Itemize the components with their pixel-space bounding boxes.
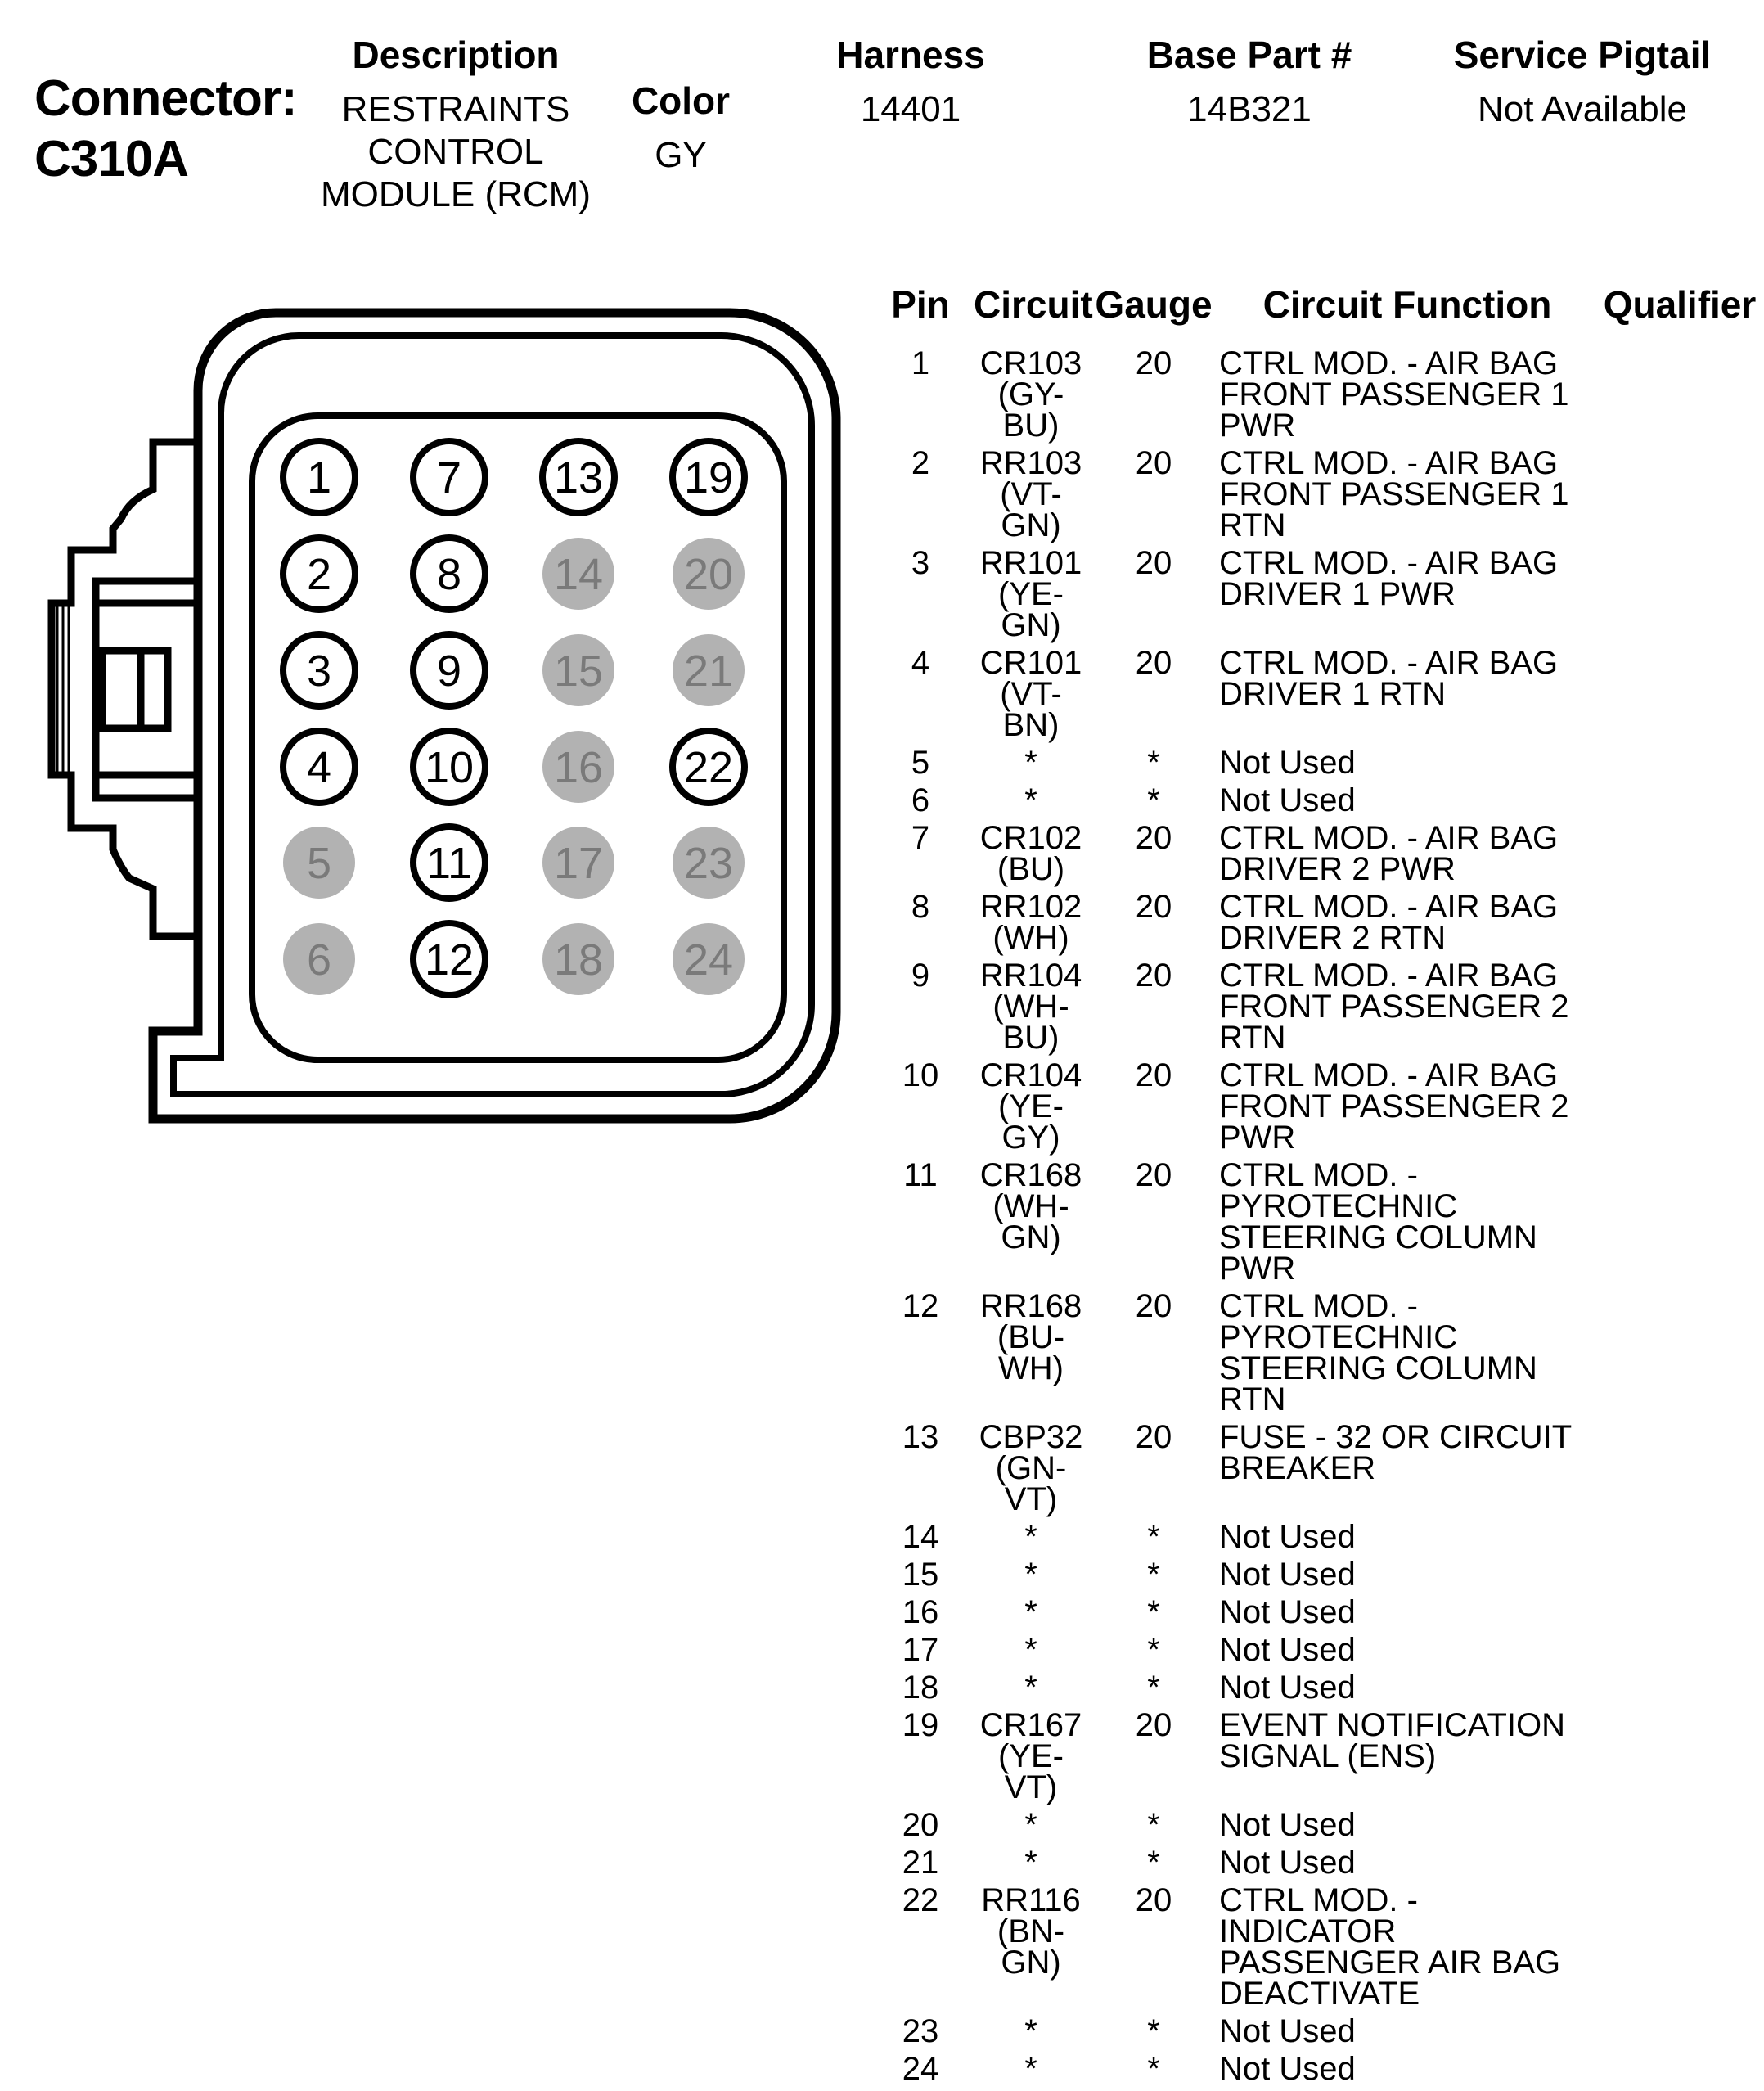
cell-circuit (974, 1557, 1088, 1593)
pin-24 (673, 923, 745, 995)
circuit-line: * (1024, 1670, 1037, 1706)
cell-function (1219, 889, 1595, 956)
circuit-line: * (1024, 1632, 1037, 1668)
cell-circuit (974, 1809, 1088, 1841)
cell-gauge: * (1147, 1632, 1160, 1668)
cell-gauge: * (1147, 1594, 1160, 1630)
field-value: GY (655, 135, 707, 175)
cell-pin: 20 (902, 1807, 939, 1843)
cell-circuit (974, 1707, 1088, 1805)
circuit-line: * (1024, 1557, 1037, 1593)
circuit-line: RR168 (979, 1288, 1082, 1324)
function-line: FRONT PASSENGER 1 PWR (1219, 376, 1569, 444)
header-cell-gauge: Gauge (1095, 283, 1213, 326)
header-cell-pin: Pin (891, 283, 950, 326)
field-label: Service Pigtail (1453, 34, 1712, 76)
field-label: Harness (836, 34, 985, 76)
function-line: Not Used (1219, 1594, 1356, 1630)
function-line: BREAKER (1219, 1450, 1376, 1486)
function-line: Not Used (1219, 782, 1356, 818)
table-row (867, 1157, 1764, 1287)
circuit-line: * (1024, 1807, 1037, 1843)
circuit-line: * (1024, 745, 1037, 781)
cell-qualifier (1595, 1160, 1764, 1284)
function-line: DRIVER 1 PWR (1219, 576, 1456, 612)
cell-qualifier (1595, 1672, 1764, 1703)
cell-pin: 15 (902, 1557, 939, 1593)
cell-gauge: 20 (1135, 345, 1172, 381)
function-line: CTRL MOD. - PYROTECHNIC (1219, 1288, 1458, 1355)
table-row (867, 1519, 1764, 1555)
pin-17 (542, 827, 614, 899)
cell-pin: 16 (902, 1594, 939, 1630)
pin-number: 20 (683, 550, 734, 599)
function-line: CTRL MOD. - AIR BAG (1219, 645, 1559, 681)
cell-circuit (974, 647, 1088, 741)
cell-function (1219, 1057, 1595, 1156)
cell-qualifier (1595, 1521, 1764, 1552)
cell-qualifier (1595, 1559, 1764, 1590)
field-value-line: CONTROL (367, 132, 544, 172)
pin-23 (673, 827, 745, 899)
cell-qualifier (1595, 2016, 1764, 2047)
cell-qualifier (1595, 548, 1764, 641)
cell-qualifier (1595, 1060, 1764, 1153)
cell-circuit (974, 1419, 1088, 1517)
circuit-line: (BU-WH) (997, 1319, 1065, 1386)
table-row (867, 1809, 1764, 1841)
function-line: EVENT NOTIFICATION (1219, 1707, 1565, 1743)
pin-number: 18 (553, 935, 604, 985)
pin-number: 6 (306, 935, 332, 985)
cell-gauge: 20 (1135, 1419, 1172, 1455)
pin-6 (283, 923, 355, 995)
cell-gauge: 20 (1135, 645, 1172, 681)
pin-number: 11 (425, 839, 473, 888)
cell-circuit (974, 1882, 1088, 2009)
cell-pin: 21 (902, 1845, 939, 1881)
circuit-line: * (1024, 1519, 1037, 1555)
function-line: Not Used (1219, 1845, 1356, 1881)
cell-gauge: 20 (1135, 445, 1172, 481)
pin-7 (413, 441, 485, 513)
latch-outline (52, 442, 198, 936)
pin-3 (283, 634, 355, 706)
cell-qualifier (1595, 1597, 1764, 1628)
table-row (867, 745, 1764, 781)
cell-function (1219, 545, 1595, 641)
cell-qualifier (1595, 891, 1764, 953)
cell-circuit (974, 2051, 1088, 2087)
function-line: DEACTIVATE (1219, 1976, 1420, 2012)
pin-4 (283, 731, 355, 803)
cell-function (1219, 1707, 1595, 1803)
table-row (867, 1419, 1764, 1517)
circuit-line: RR102 (979, 889, 1082, 925)
circuit-line: * (1024, 1845, 1037, 1881)
function-line: PASSENGER AIR BAG (1219, 1945, 1561, 1981)
cell-gauge: 20 (1135, 1882, 1172, 1918)
pin-number: 1 (306, 453, 332, 502)
cell-pin: 8 (911, 889, 930, 925)
cell-qualifier (1595, 1710, 1764, 1803)
pin-number: 21 (683, 647, 734, 696)
cell-function (1219, 1632, 1595, 1668)
circuit-line: CR102 (979, 820, 1082, 856)
table-row (867, 545, 1764, 643)
function-line: Not Used (1219, 1807, 1356, 1843)
cell-circuit (974, 1288, 1088, 1415)
table-row (867, 445, 1764, 543)
function-line: Not Used (1219, 745, 1356, 781)
function-line: SIGNAL (ENS) (1219, 1738, 1437, 1774)
cell-pin: 18 (902, 1670, 939, 1706)
pin-21 (673, 634, 745, 706)
cell-qualifier (1595, 448, 1764, 541)
cell-qualifier (1595, 348, 1764, 441)
circuit-line: * (1024, 2013, 1037, 2049)
cell-circuit (974, 345, 1088, 444)
table-row (867, 2013, 1764, 2049)
pin-number: 23 (683, 839, 734, 888)
circuit-line: * (1024, 2051, 1037, 2087)
pin-number: 3 (306, 647, 332, 696)
table-row (867, 647, 1764, 741)
cell-pin: 17 (902, 1632, 939, 1668)
cell-pin: 6 (911, 782, 930, 818)
pin-9 (413, 634, 485, 706)
cell-qualifier (1595, 747, 1764, 778)
cell-gauge: * (1147, 782, 1160, 818)
circuit-line: (VT-BN) (1000, 676, 1062, 743)
circuit-line: * (1024, 1594, 1037, 1630)
cell-pin: 12 (902, 1288, 939, 1324)
cell-gauge: 20 (1135, 820, 1172, 856)
pin-number: 17 (553, 839, 604, 888)
cell-function (1219, 1670, 1595, 1706)
cell-circuit (974, 545, 1088, 643)
cell-circuit (974, 1670, 1088, 1706)
cell-function (1219, 782, 1595, 818)
pinout-table (867, 282, 1764, 2091)
cell-circuit (974, 1845, 1088, 1881)
field-value: Not Available (1477, 89, 1688, 129)
cell-function (1219, 822, 1595, 885)
pin-12 (413, 923, 485, 995)
cell-gauge: * (1147, 1670, 1160, 1706)
pin-16 (542, 731, 614, 803)
cell-gauge: * (1147, 1807, 1160, 1843)
function-line: Not Used (1219, 1519, 1356, 1555)
cell-pin: 11 (903, 1157, 938, 1193)
cell-pin: 22 (902, 1882, 939, 1918)
pin-number: 19 (683, 453, 734, 502)
cell-pin: 9 (911, 958, 930, 994)
cell-function (1219, 1288, 1595, 1417)
cell-circuit (974, 1594, 1088, 1630)
connector-label: Connector: (34, 70, 297, 127)
cell-qualifier (1595, 1885, 1764, 2009)
table-row (867, 2051, 1764, 2087)
cell-function (1219, 1157, 1595, 1287)
table-row (867, 1845, 1764, 1881)
cell-pin: 13 (902, 1419, 939, 1455)
pin-number: 10 (424, 743, 475, 792)
pin-2 (283, 538, 355, 610)
cell-qualifier (1595, 1291, 1764, 1415)
cell-gauge: 20 (1135, 545, 1172, 581)
pin-20 (673, 538, 745, 610)
circuit-line: RR101 (979, 545, 1082, 581)
header-cell-qualifier: Qualifier (1603, 283, 1757, 326)
cell-gauge: 20 (1135, 1288, 1172, 1324)
cell-gauge: * (1147, 1845, 1160, 1881)
cell-function (1219, 1809, 1595, 1841)
function-line: CTRL MOD. - PYROTECHNIC (1219, 1157, 1458, 1224)
cell-function (1219, 2051, 1595, 2087)
cell-function (1219, 958, 1595, 1056)
field-label: Description (352, 34, 560, 76)
function-line: DRIVER 2 PWR (1219, 851, 1456, 887)
table-row (867, 1632, 1764, 1668)
pin-number: 12 (424, 935, 475, 985)
cell-qualifier (1595, 960, 1764, 1053)
pin-number: 5 (306, 839, 332, 888)
cell-gauge: * (1147, 745, 1160, 781)
cell-function (1219, 1519, 1595, 1555)
circuit-line: CR167 (979, 1707, 1082, 1743)
function-line: CTRL MOD. - AIR BAG (1219, 345, 1559, 381)
table-row (867, 958, 1764, 1056)
table-row (867, 782, 1764, 818)
circuit-line: CBP32 (979, 1419, 1083, 1455)
function-line: CTRL MOD. - AIR BAG (1219, 820, 1559, 856)
pin-number: 8 (436, 550, 462, 599)
pin-5 (283, 827, 355, 899)
function-line: Not Used (1219, 1557, 1356, 1593)
cell-gauge: 20 (1135, 1707, 1172, 1743)
function-line: FRONT PASSENGER 2 RTN (1219, 989, 1569, 1056)
header-cell-function: Circuit Function (1262, 283, 1552, 326)
circuit-line: (YE-GY) (998, 1088, 1064, 1156)
cell-gauge: * (1147, 1557, 1160, 1593)
cell-gauge: 20 (1135, 958, 1172, 994)
pin-11 (413, 827, 485, 899)
function-line: Not Used (1219, 2051, 1356, 2087)
cell-pin: 23 (902, 2013, 939, 2049)
cell-gauge: * (1147, 2051, 1160, 2087)
cell-gauge: * (1147, 1519, 1160, 1555)
pin-10 (413, 731, 485, 803)
table-row (867, 1882, 1764, 2012)
pin-number: 7 (436, 453, 462, 502)
function-line: CTRL MOD. - AIR BAG (1219, 958, 1559, 994)
cell-function (1219, 1845, 1595, 1881)
function-line: DRIVER 2 RTN (1219, 920, 1447, 956)
cell-qualifier (1595, 1847, 1764, 1878)
cell-circuit (974, 445, 1088, 543)
cell-pin: 24 (902, 2051, 939, 2087)
circuit-line: (BU) (997, 851, 1065, 887)
function-line: CTRL MOD. - AIR BAG (1219, 445, 1559, 481)
pin-number: 22 (683, 743, 734, 792)
pin-number: 16 (553, 743, 604, 792)
cell-circuit (974, 1632, 1088, 1668)
circuit-line: (YE-GN) (998, 576, 1064, 643)
cell-function (1219, 1557, 1595, 1593)
function-line: CTRL MOD. - AIR BAG (1219, 1057, 1559, 1093)
pin-number: 15 (553, 647, 604, 696)
function-line: CTRL MOD. - AIR BAG (1219, 889, 1559, 925)
cell-qualifier (1595, 822, 1764, 885)
circuit-line: * (1024, 782, 1037, 818)
cell-function (1219, 647, 1595, 741)
function-line: Not Used (1219, 1670, 1356, 1706)
table-body (867, 345, 1764, 2087)
table-row (867, 1707, 1764, 1805)
cell-circuit (974, 782, 1088, 818)
function-line: DRIVER 1 RTN (1219, 676, 1447, 712)
cell-function (1219, 2013, 1595, 2049)
field-value: 14B321 (1187, 89, 1312, 129)
cell-gauge: 20 (1135, 1057, 1172, 1093)
circuit-line: (YE-VT) (998, 1738, 1064, 1805)
cell-pin: 7 (911, 820, 930, 856)
cell-gauge: 20 (1135, 1157, 1172, 1193)
field-value-line: RESTRAINTS (341, 89, 570, 129)
pin-18 (542, 923, 614, 995)
pin-number: 14 (553, 550, 604, 599)
cell-qualifier (1595, 785, 1764, 816)
function-line: CTRL MOD. - AIR BAG (1219, 545, 1559, 581)
cell-function (1219, 345, 1595, 444)
circuit-line: RR103 (979, 445, 1082, 481)
cell-function (1219, 1882, 1595, 2012)
cell-qualifier (1595, 1634, 1764, 1665)
cell-qualifier (1595, 647, 1764, 741)
function-line: STEERING COLUMN RTN (1219, 1350, 1537, 1417)
function-line: STEERING COLUMN PWR (1219, 1219, 1537, 1287)
circuit-line: (WH-BU) (992, 989, 1069, 1056)
field-label: Base Part # (1146, 34, 1352, 76)
pin-8 (413, 538, 485, 610)
cell-qualifier (1595, 1809, 1764, 1841)
circuit-line: CR101 (979, 645, 1082, 681)
table-row (867, 1594, 1764, 1630)
cell-pin: 14 (902, 1519, 939, 1555)
cell-circuit (974, 889, 1088, 956)
circuit-line: (WH) (992, 920, 1069, 956)
pin-number: 4 (306, 743, 332, 792)
pin-number: 9 (436, 647, 462, 696)
connector-id: C310A (34, 131, 188, 187)
cell-qualifier (1595, 1422, 1764, 1515)
cell-pin: 2 (911, 445, 930, 481)
pin-1 (283, 441, 355, 513)
cell-circuit (974, 822, 1088, 885)
table-row (867, 1288, 1764, 1417)
cell-circuit (974, 745, 1088, 781)
circuit-line: CR168 (979, 1157, 1082, 1193)
function-line: CTRL MOD. - INDICATOR (1219, 1882, 1418, 1949)
cell-function (1219, 1419, 1595, 1515)
circuit-line: (GY-BU) (997, 376, 1064, 444)
cell-function (1219, 1594, 1595, 1630)
circuit-line: (BN-GN) (997, 1913, 1065, 1981)
pin-number: 24 (683, 935, 734, 985)
table-row (867, 1557, 1764, 1593)
field-value: 14401 (860, 89, 961, 129)
table-row (867, 889, 1764, 956)
cell-function (1219, 445, 1595, 543)
field-value-line: MODULE (RCM) (321, 174, 591, 214)
circuit-line: RR116 (981, 1882, 1081, 1918)
pin-14 (542, 538, 614, 610)
cell-qualifier (1595, 2053, 1764, 2084)
cell-circuit (974, 2013, 1088, 2049)
pin-number: 2 (306, 550, 332, 599)
function-line: FRONT PASSENGER 1 RTN (1219, 476, 1569, 543)
table-row (867, 345, 1764, 444)
table-row (867, 822, 1764, 885)
pin-19 (673, 441, 745, 513)
function-line: FRONT PASSENGER 2 PWR (1219, 1088, 1569, 1156)
cell-pin: 19 (902, 1707, 939, 1743)
cell-circuit (974, 1057, 1088, 1156)
pin-13 (542, 441, 614, 513)
circuit-line: (GN-VT) (995, 1450, 1067, 1517)
field-label: Color (631, 79, 731, 122)
header-cell-circuit: Circuit (974, 283, 1093, 326)
pin-22 (673, 731, 745, 803)
cell-gauge: * (1147, 2013, 1160, 2049)
table-row (867, 1057, 1764, 1156)
cell-circuit (974, 1519, 1088, 1555)
table-header (867, 282, 1764, 327)
pin-15 (542, 634, 614, 706)
circuit-line: RR104 (979, 958, 1082, 994)
cell-pin: 5 (911, 745, 930, 781)
cell-circuit (974, 1157, 1088, 1284)
cell-gauge: 20 (1135, 889, 1172, 925)
function-line: FUSE - 32 OR CIRCUIT (1219, 1419, 1573, 1455)
cell-circuit (974, 958, 1088, 1056)
cell-pin: 1 (911, 345, 930, 381)
cell-pin: 10 (902, 1057, 939, 1093)
circuit-line: CR104 (979, 1057, 1082, 1093)
circuit-line: (WH-GN) (992, 1188, 1069, 1255)
pin-number: 13 (553, 453, 604, 502)
cell-function (1219, 745, 1595, 781)
table-row (867, 1670, 1764, 1706)
cell-pin: 4 (911, 645, 930, 681)
circuit-line: CR103 (979, 345, 1082, 381)
cell-pin: 3 (911, 545, 930, 581)
function-line: Not Used (1219, 2013, 1356, 2049)
circuit-line: (VT-GN) (1000, 476, 1062, 543)
function-line: Not Used (1219, 1632, 1356, 1668)
